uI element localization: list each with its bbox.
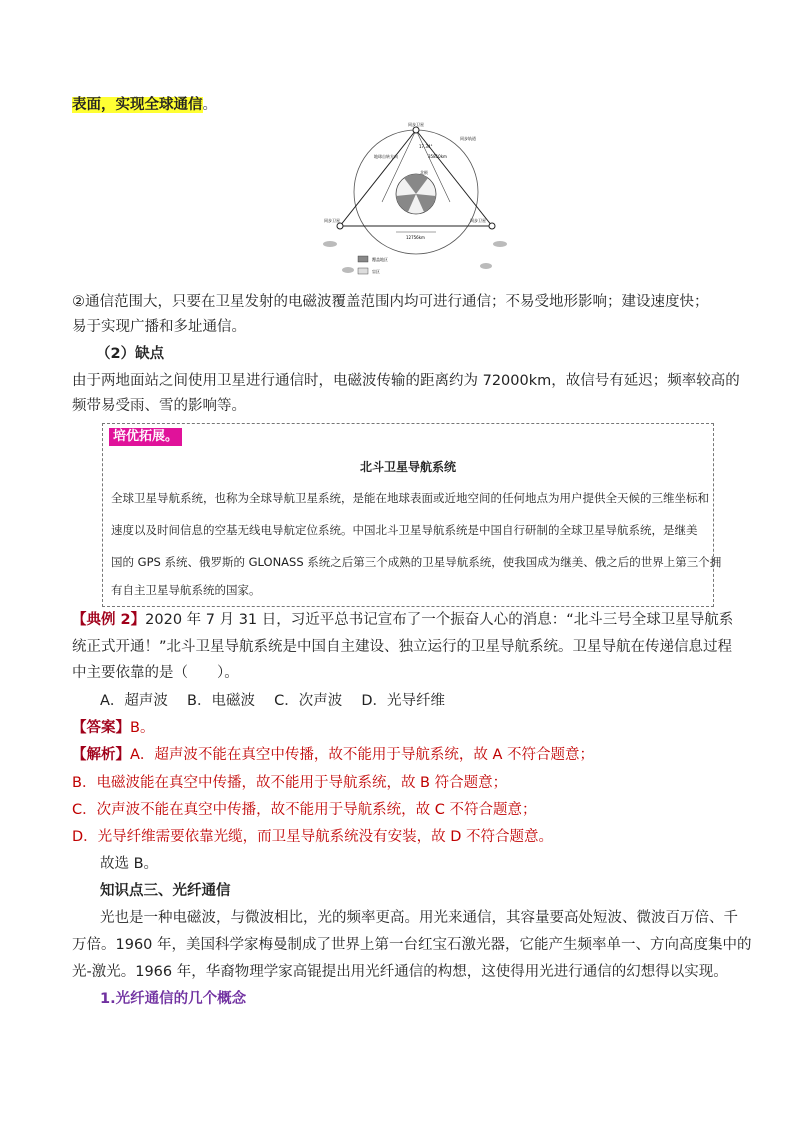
label-rotation: 地球自转方向 <box>374 154 398 159</box>
extension-line: 国的 GPS 系统、俄罗斯的 GLONASS 系统之后第三个成熟的卫星导航系统，使我国成为继美、俄之后的世界上第三个拥 <box>111 555 722 569</box>
analysis-line: C．次声波不能在真空中传播，故不能用于导航系统，故 C 不符合题意； <box>72 802 537 818</box>
label-orbit: 同步轨道 <box>460 136 476 141</box>
conclusion-line: 故选 B。 <box>100 856 159 872</box>
label-north: 北极 <box>420 170 428 175</box>
paragraph-line: 易于实现广播和多址通信。 <box>72 319 246 335</box>
legend-coverage: 覆盖地区 <box>372 257 388 262</box>
paragraph-line: ②通信范围大，只要在卫星发射的电磁波覆盖范围内均可进行通信；不易受地形影响；建设速度快； <box>72 294 709 310</box>
label-right-sat: 同步卫星 <box>470 218 486 223</box>
analysis-line: 【解析】A．超声波不能在真空中传播，故不能用于导航系统，故 A 不符合题意； <box>72 747 595 763</box>
extension-title: 北斗卫星导航系统 <box>359 460 456 474</box>
paragraph-line: 频带易受雨、雪的影响等。 <box>72 398 246 414</box>
extension-box <box>102 423 722 607</box>
example-line: 【典例 2】2020 年 7 月 31 日，习近平总书记宣布了一个振奋人心的消息：“北斗三号全球卫星导航系 <box>72 612 734 628</box>
label-left-sat: 同步卫星 <box>324 218 340 223</box>
legend-blind: 盲区 <box>372 269 380 274</box>
satellite-coverage-figure <box>320 122 510 282</box>
paragraph-continued: 表面，实现全球通信。 <box>72 97 217 113</box>
label-distance: 35810km <box>428 154 447 159</box>
analysis-line: B．电磁波能在真空中传播，故不能用于导航系统，故 B 符合题意； <box>72 775 508 791</box>
example-line: 统正式开通！”北斗卫星导航系统是中国自主建设、独立运行的卫星导航系统。卫星导航在传递信息过程 <box>72 639 733 655</box>
paragraph-line: 光-激光。1966 年，华裔物理学家高锟提出用光纤通信的构想，这使得用光进行通信的幻想得以实现。 <box>72 964 728 980</box>
paragraph-line: 万倍。1960 年，美国科学家梅曼制成了世界上第一台红宝石激光器，它能产生频率单一、方向高度集中的 <box>72 937 752 953</box>
label-top-sat: 同步卫星 <box>408 122 424 127</box>
extension-line: 速度以及时间信息的空基无线电导航定位系统。中国北斗卫星导航系统是中国自行研制的全球卫星导航系统，是继美 <box>111 523 698 537</box>
extension-tag: 培优拓展。 <box>109 428 182 446</box>
label-base: 12756km <box>406 235 425 240</box>
analysis-tag: 【解析】 <box>72 747 130 763</box>
subsection-title: 1.光纤通信的几个概念 <box>100 991 247 1007</box>
answer-line <box>72 717 154 739</box>
highlighted-text: 表面，实现全球通信 <box>72 97 203 113</box>
label-angle: 17.34° <box>419 144 433 149</box>
options-line: A．超声波 B．电磁波 C．次声波 D．光导纤维 <box>100 693 445 709</box>
analysis-line: D．光导纤维需要依靠光缆，而卫星导航系统没有安装，故 D 不符合题意。 <box>72 829 554 845</box>
paragraph-line: 由于两地面站之间使用卫星进行通信时，电磁波传输的距离约为 72000km，故信号有延迟；频率较高的 <box>72 373 740 389</box>
answer-value: B。 <box>130 720 155 736</box>
answer-tag: 【答案】 <box>72 720 130 736</box>
section-title: 知识点三、光纤通信 <box>100 883 231 899</box>
extension-line: 全球卫星导航系统，也称为全球导航卫星系统，是能在地球表面或近地空间的任何地点为用户提供全天候的三维坐标和 <box>111 491 709 505</box>
example-line: 中主要依靠的是（ ）。 <box>72 665 239 681</box>
subheading-cons: （2）缺点 <box>96 346 165 362</box>
extension-line: 有自主卫星导航系统的国家。 <box>111 583 261 597</box>
satellite-diagram <box>320 122 510 282</box>
paragraph-line: 光也是一种电磁波，与微波相比，光的频率更高。用光来通信，其容量要高处短波、微波百万倍、千 <box>100 910 738 926</box>
example-tag: 【典例 2】 <box>72 612 146 628</box>
